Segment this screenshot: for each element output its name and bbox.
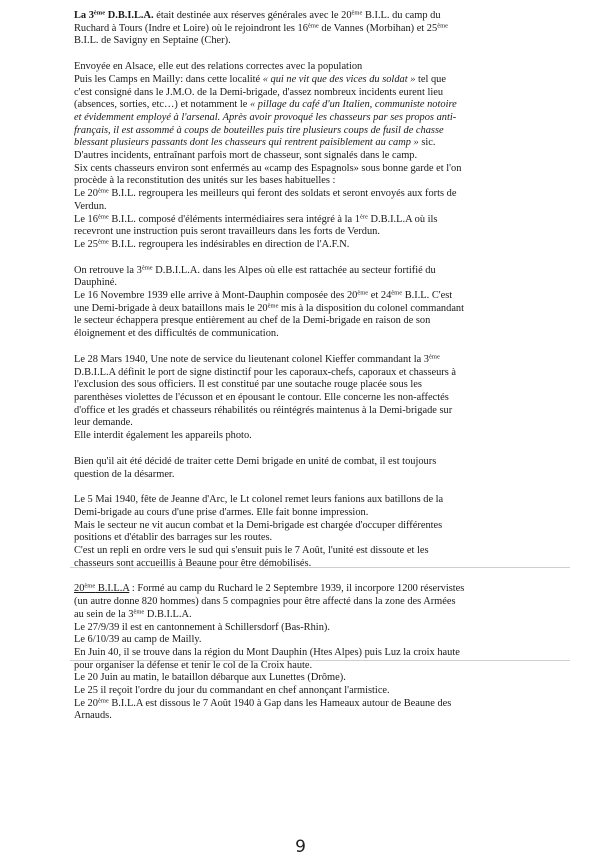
paragraph-desarmer: [74, 456, 568, 481]
text-line: D.B.I.L.A définit le port de signe distinctif pour les caporaux-chefs, caporaux et chasseurs à: [74, 366, 457, 378]
text-line: Le 20ème B.I.L. regroupera les meilleurs qui feront des soldats et seront envoyés aux forts de: [74, 187, 457, 200]
document-page: [74, 10, 568, 723]
text-line: question de la désarmer.: [74, 468, 175, 480]
text-line: 20ème B.I.L.A : Formé au camp du Ruchard le 2 Septembre 1939, il incorpore 1200 réservistes: [74, 582, 465, 595]
text-line: au sein de la 3ème D.B.I.L.A.: [74, 608, 192, 620]
text-line: une Demi-brigade à deux bataillons mais le 20ème mis à la disposition du colonel commandant: [74, 302, 465, 314]
text-line: éloignement et des difficultés de communication.: [74, 328, 279, 340]
text-line: Verdun.: [74, 200, 107, 212]
text-line: parenthèses violettes de l'écusson et en épousant le contour. Elle concerne les non-affectés: [74, 391, 449, 403]
text-line: chasseurs sont accueillis à Beaune pour être démobilisés.: [74, 557, 312, 569]
text-line: C'est un repli en ordre vers le sud qui s'ensuit puis le 7 Août, l'unité est dissoute et les: [74, 545, 429, 557]
text-line: pour organiser la défense et tenir le col de la Croix haute.: [74, 659, 313, 671]
text-line: Le 16ème B.I.L. composé d'éléments intermédiaires sera intégré à la 1ère D.B.I.L.A où ils: [74, 213, 438, 225]
text-line: (un autre donne 820 hommes) dans 5 compagnies pour être affecté dans la zone des Armées: [74, 596, 456, 608]
text-line: Le 16 Novembre 1939 elle arrive à Mont-Dauphin composée des 20ème et 24ème B.I.L. C'est: [74, 289, 453, 302]
text-line: Le 28 Mars 1940, Une note de service du lieutenant colonel Kieffer commandant la 3ème: [74, 353, 440, 365]
text-line: Puis les Camps en Mailly: dans cette localité « qui ne vit que des vices du soldat » tel que: [74, 73, 446, 85]
text-line: Demi-brigade au cours d'une prise d'armes. Elle fait bonne impression.: [74, 506, 369, 518]
text-line: Six cents chasseurs environ sont enfermés au «camp des Espagnols» sous bonne garde et l'on: [74, 162, 462, 174]
text-line: D'autres incidents, entraînant parfois mort de chasseur, sont signalés dans le camp.: [74, 150, 418, 162]
text-line: leur demande.: [74, 417, 133, 429]
paragraph-fanions: [74, 494, 568, 570]
text-line: En Juin 40, il se trouve dans la région du Mont Dauphin (Htes Alpes) puis Luz la croix haute: [74, 646, 460, 658]
text-line: Arnauds.: [74, 710, 112, 722]
text-line: procède à la reconstitution des unités sur les bases habituelles :: [74, 175, 336, 187]
text-line: Mais le secteur ne vit aucun combat et la Demi-brigade est chargée d'occuper différentes: [74, 519, 443, 531]
text-line: français, il est assommé à coups de bouteilles puis tire plusieurs coups de fusil de chasse: [74, 124, 444, 136]
text-line: Le 5 Mai 1940, fête de Jeanne d'Arc, le Lt colonel remet leurs fanions aux batillons de la: [74, 494, 444, 506]
text-line: Ruchard à Tours (Indre et Loire) où le rejoindront les 16ème de Vannes (Morbihan) et 25ème: [74, 22, 449, 34]
paragraph-alpes: [74, 265, 568, 341]
text-line: et évidemment employé à l'arsenal. Après avoir provoqué les chasseurs par ses propos anti-: [74, 111, 457, 123]
text-line: Le 20ème B.I.L.A est dissous le 7 Août 1940 à Gap dans les Hameaux autour de Beaune des: [74, 697, 452, 709]
text-line: le secteur échappera presque entièrement au chef de la Demi-brigade en raison de son: [74, 315, 431, 327]
text-line: Le 27/9/39 il est en cantonnement à Schillersdorf (Bas-Rhin).: [74, 621, 330, 633]
text-line: On retrouve la 3ème D.B.I.L.A. dans les Alpes où elle est rattachée au secteur fortifié du: [74, 264, 436, 276]
text-line: Le 20 Juin au matin, le bataillon débarque aux Lunettes (Drôme).: [74, 672, 346, 684]
text-line: l'exclusion des sous officiers. Il est constitué par une soutache rouge placée sous les: [74, 379, 422, 391]
page-number: 9: [295, 837, 306, 857]
text-line: Le 25ème B.I.L. regroupera les indésirables en direction de l'A.F.N.: [74, 238, 350, 250]
text-line: Le 6/10/39 au camp de Mailly.: [74, 634, 202, 646]
text-line: Dauphiné.: [74, 277, 117, 289]
text-line: Bien qu'il ait été décidé de traiter cette Demi brigade en unité de combat, il est toujours: [74, 455, 437, 467]
text-line: c'est consigné dans le J.M.O. de la Demi-brigade, d'assez nombreux incidents eurent lieu: [74, 86, 444, 98]
text-line: (absences, sorties, etc…) et notamment le « pillage du café d'un Italien, communiste notoire: [74, 99, 457, 111]
text-line: Le 25 il reçoit l'ordre du jour du commandant en chef annonçant l'armistice.: [74, 685, 390, 697]
text-line: blessant plusieurs passants dont les chasseurs qui rentrent paisiblement au camp » sic.: [74, 137, 436, 149]
text-line: recevront une instruction puis seront travailleurs dans les forts de Verdun.: [74, 226, 380, 238]
text-line: Elle interdit également les appareils photo.: [74, 430, 252, 442]
text-line: B.I.L. de Savigny en Septaine (Cher).: [74, 35, 231, 47]
paragraph-alsace-mailly: [74, 61, 568, 252]
text-line: La 3ème D.B.I.L.A. était destinée aux réserves générales avec le 20ème B.I.L. du camp du: [74, 9, 441, 21]
paragraph-20eme-bila: [74, 583, 568, 723]
text-line: d'office et les gradés et chasseurs réhabilités ou réintégrés maintenus à la Demi-brigade sur: [74, 404, 453, 416]
text-line: Envoyée en Alsace, elle eut des relations correctes avec la population: [74, 61, 363, 73]
text-line: positions et d'établir des barrages sur les routes.: [74, 532, 273, 544]
paragraph-dbila-destination: [74, 10, 568, 48]
paragraph-note-de-service: [74, 354, 568, 443]
